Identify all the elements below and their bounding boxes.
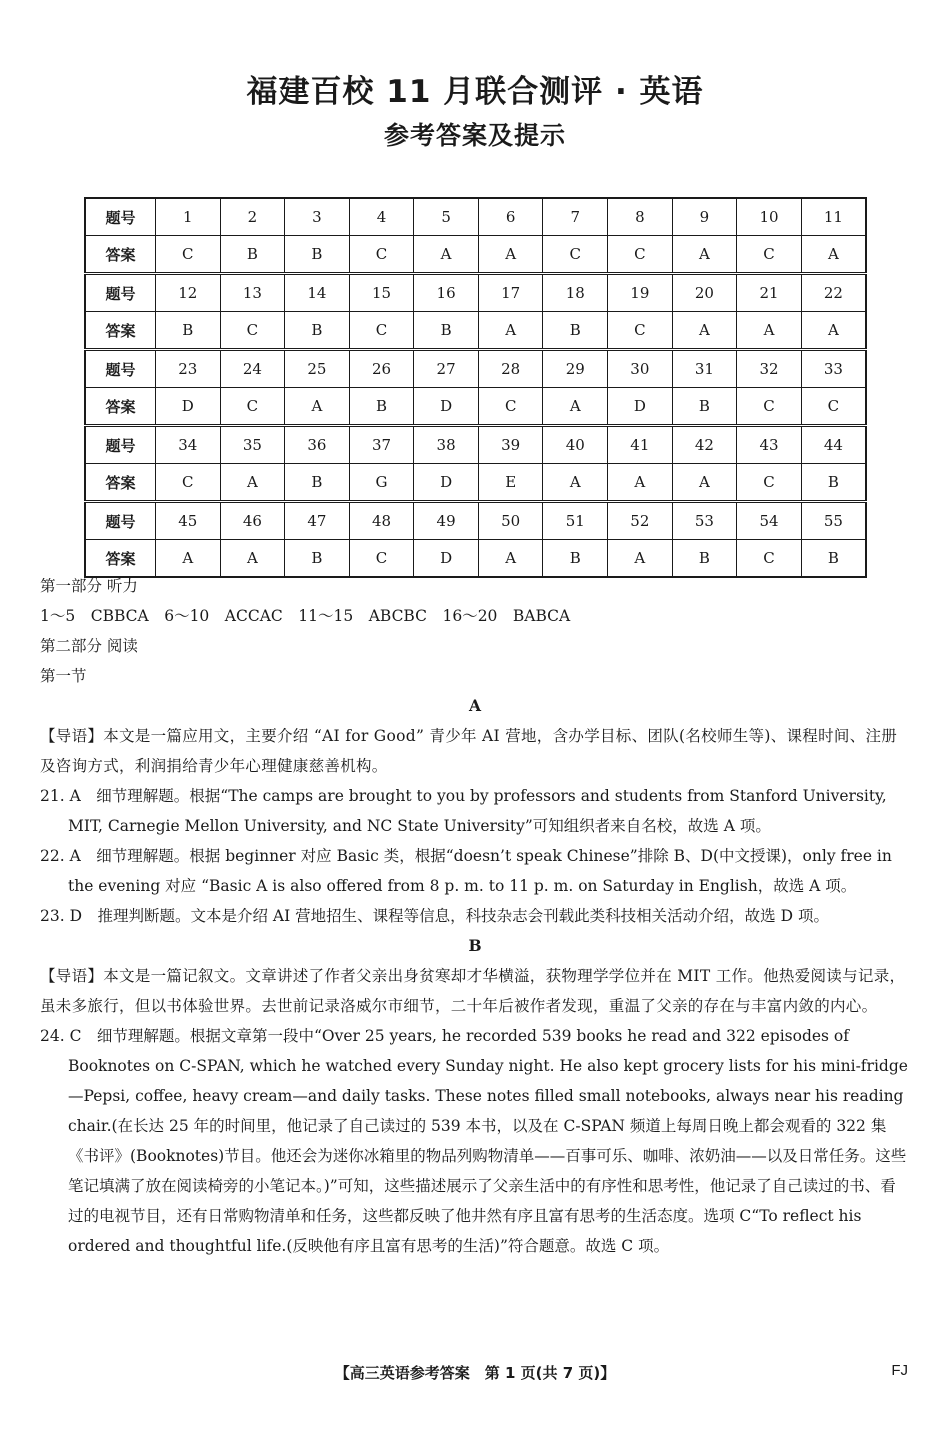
answer-explanations [40, 571, 910, 1261]
question-number-cell: 6 [478, 198, 543, 236]
answer-cell: C [478, 388, 543, 426]
answer-cell: C [220, 312, 285, 350]
answer-cell: A [543, 464, 608, 502]
question-number-cell: 51 [543, 502, 608, 540]
question-number-cell: 49 [414, 502, 479, 540]
question-number-cell: 45 [156, 502, 221, 540]
row-header: 答案 [85, 464, 156, 502]
number-row [85, 274, 866, 312]
question-number-cell: 35 [220, 426, 285, 464]
question-number-cell: 27 [414, 350, 479, 388]
page-title: 福建百校 11 月联合测评 · 英语 [246, 74, 704, 110]
answer-cell: E [478, 464, 543, 502]
question-number-cell: 53 [672, 502, 737, 540]
question-number-cell: 36 [285, 426, 350, 464]
question-number-cell: 24 [220, 350, 285, 388]
answer-cell: A [608, 540, 673, 578]
question-number-cell: 20 [672, 274, 737, 312]
answer-cell: A [156, 540, 221, 578]
question-number-cell: 1 [156, 198, 221, 236]
question-number-cell: 48 [349, 502, 414, 540]
question-number-cell: 43 [737, 426, 802, 464]
question-number-cell: 17 [478, 274, 543, 312]
answer-cell: A [414, 236, 479, 274]
question-number-cell: 5 [414, 198, 479, 236]
answer-cell: A [543, 388, 608, 426]
question-number-cell: 21 [737, 274, 802, 312]
question-22: 22. A 细节理解题。根据 beginner 对应 Basic 类，根据“doesn’t speak Chinese”排除 B、D(中文授课)，only free in the evening 对应 “Basic A is also offered from 8 p. m. to 11 p. m. on Saturday in English，故选 A 项。 [40, 847, 892, 895]
question-number-cell: 50 [478, 502, 543, 540]
answer-row [85, 464, 866, 502]
answer-cell: B [156, 312, 221, 350]
question-24: 24. C 细节理解题。根据文章第一段中“Over 25 years, he recorded 539 books he read and 322 episodes of Booknotes on C-SPAN, which he watched every Sunday night. He also kept grocery lists for his mini-fridge—Pepsi, coffee, heavy cream—and daily tasks. These notes filled small notebooks, always near his reading chair.(在长达 25 年的时间里，他记录了自己读过的 539 本书，以及在 C-SPAN 频道上每周日晚上都会观看的 322 集《书评》(Booknotes)节目。他还会为迷你冰箱里的物品列购物清单——百事可乐、咖啡、浓奶油——以及日常任务。这些笔记填满了放在阅读椅旁的小笔记本。)”可知，这些描述展示了父亲生活中的有序性和思考性，他记录了自己读过的书、看过的电视节目，还有日常购物清单和任务，这些都反映了他井然有序且富有思考的生活态度。选项 C“To reflect his ordered and thoughtful life.(反映他有序且富有思考的生活)”符合题意。故选 C 项。 [40, 1027, 908, 1255]
number-row [85, 350, 866, 388]
question-number-cell: 8 [608, 198, 673, 236]
answer-table [84, 197, 867, 578]
answer-cell: C [349, 236, 414, 274]
question-number-cell: 11 [801, 198, 866, 236]
answer-cell: A [478, 236, 543, 274]
page-subtitle: 参考答案及提示 [383, 121, 566, 150]
question-number-cell: 55 [801, 502, 866, 540]
answer-cell: B [672, 540, 737, 578]
question-number-cell: 37 [349, 426, 414, 464]
answer-cell: B [543, 312, 608, 350]
question-number-cell: 13 [220, 274, 285, 312]
row-header: 题号 [85, 350, 156, 388]
answer-cell: C [156, 236, 221, 274]
answer-cell: D [156, 388, 221, 426]
answer-cell: A [608, 464, 673, 502]
answer-cell: A [672, 236, 737, 274]
question-number-cell: 52 [608, 502, 673, 540]
answer-cell: B [672, 388, 737, 426]
answer-cell: B [220, 236, 285, 274]
question-number-cell: 54 [737, 502, 802, 540]
answer-cell: C [220, 388, 285, 426]
answer-cell: A [672, 464, 737, 502]
answer-cell: A [478, 540, 543, 578]
question-number-cell: 23 [156, 350, 221, 388]
number-row [85, 426, 866, 464]
part2-heading: 第二部分 阅读 [40, 637, 138, 655]
question-number-cell: 15 [349, 274, 414, 312]
footer-code: FJ [891, 1362, 908, 1379]
row-header: 答案 [85, 540, 156, 578]
question-number-cell: 12 [156, 274, 221, 312]
question-number-cell: 32 [737, 350, 802, 388]
answer-cell: C [543, 236, 608, 274]
question-number-cell: 16 [414, 274, 479, 312]
answer-cell: A [220, 464, 285, 502]
row-header: 题号 [85, 426, 156, 464]
row-header: 答案 [85, 388, 156, 426]
passage-a-intro: 【导语】本文是一篇应用文，主要介绍 “AI for Good” 青少年 AI 营地，含办学目标、团队(名校师生等)、课程时间、注册及咨询方式，利润捐给青少年心理健康慈善机构。 [40, 727, 898, 775]
answer-cell: A [737, 312, 802, 350]
answer-cell: D [414, 464, 479, 502]
part1-heading: 第一部分 听力 [40, 577, 138, 595]
answer-cell: B [285, 312, 350, 350]
question-number-cell: 3 [285, 198, 350, 236]
answer-row [85, 312, 866, 350]
answer-cell: C [608, 312, 673, 350]
answer-cell: B [801, 540, 866, 578]
answer-cell: B [285, 236, 350, 274]
question-number-cell: 44 [801, 426, 866, 464]
question-number-cell: 42 [672, 426, 737, 464]
question-number-cell: 2 [220, 198, 285, 236]
question-number-cell: 34 [156, 426, 221, 464]
question-number-cell: 40 [543, 426, 608, 464]
answer-cell: D [608, 388, 673, 426]
answer-cell: B [543, 540, 608, 578]
answer-row [85, 388, 866, 426]
row-header: 题号 [85, 198, 156, 236]
row-header: 答案 [85, 312, 156, 350]
question-number-cell: 26 [349, 350, 414, 388]
question-number-cell: 14 [285, 274, 350, 312]
answer-cell: B [285, 464, 350, 502]
row-header: 题号 [85, 502, 156, 540]
answer-cell: C [156, 464, 221, 502]
question-number-cell: 39 [478, 426, 543, 464]
question-number-cell: 19 [608, 274, 673, 312]
section1-heading: 第一节 [40, 667, 87, 685]
answer-cell: A [672, 312, 737, 350]
number-row [85, 198, 866, 236]
question-number-cell: 30 [608, 350, 673, 388]
question-number-cell: 46 [220, 502, 285, 540]
question-number-cell: 4 [349, 198, 414, 236]
answer-cell: C [801, 388, 866, 426]
answer-cell: B [285, 540, 350, 578]
row-header: 答案 [85, 236, 156, 274]
question-number-cell: 31 [672, 350, 737, 388]
question-23: 23. D 推理判断题。文本是介绍 AI 营地招生、课程等信息，科技杂志会刊载此类科技相关活动介绍，故选 D 项。 [40, 907, 829, 925]
passage-b-label: B [468, 936, 482, 955]
question-number-cell: 47 [285, 502, 350, 540]
passage-a-label: A [468, 696, 482, 715]
question-number-cell: 7 [543, 198, 608, 236]
answer-cell: B [801, 464, 866, 502]
answer-cell: A [478, 312, 543, 350]
passage-b-intro: 【导语】本文是一篇记叙文。文章讲述了作者父亲出身贫寒却才华横溢，获物理学学位并在 MIT 工作。他热爱阅读与记录，虽未多旅行，但以书体验世界。去世前记录洛威尔市细节，二十年后被作者发现，重温了父亲的存在与丰富内敛的内心。 [40, 967, 906, 1015]
row-header: 题号 [85, 274, 156, 312]
question-number-cell: 10 [737, 198, 802, 236]
question-21: 21. A 细节理解题。根据“The camps are brought to you by professors and students from Stanford University, MIT, Carnegie Mellon University, and NC State University”可知组织者来自名校，故选 A 项。 [40, 787, 887, 835]
answer-cell: A [220, 540, 285, 578]
answer-cell: A [801, 312, 866, 350]
footer-text: 【高三英语参考答案 第 1 页(共 7 页)】 [334, 1364, 616, 1382]
answer-cell: C [737, 464, 802, 502]
answer-cell: A [801, 236, 866, 274]
answer-cell: G [349, 464, 414, 502]
question-number-cell: 22 [801, 274, 866, 312]
answer-cell: A [285, 388, 350, 426]
answer-cell: C [737, 388, 802, 426]
part1-answers: 1～5 CBBCA 6～10 ACCAC 11～15 ABCBC 16～20 BABCA [40, 607, 571, 625]
question-number-cell: 38 [414, 426, 479, 464]
answer-cell: C [608, 236, 673, 274]
question-number-cell: 33 [801, 350, 866, 388]
question-number-cell: 25 [285, 350, 350, 388]
answer-cell: C [349, 540, 414, 578]
answer-row [85, 236, 866, 274]
answer-cell: C [737, 236, 802, 274]
question-number-cell: 29 [543, 350, 608, 388]
answer-cell: D [414, 540, 479, 578]
answer-cell: D [414, 388, 479, 426]
answer-cell: B [349, 388, 414, 426]
question-number-cell: 41 [608, 426, 673, 464]
answer-cell: C [737, 540, 802, 578]
question-number-cell: 9 [672, 198, 737, 236]
number-row [85, 502, 866, 540]
page-footer [0, 1362, 950, 1383]
answer-cell: B [414, 312, 479, 350]
answer-cell: C [349, 312, 414, 350]
question-number-cell: 28 [478, 350, 543, 388]
question-number-cell: 18 [543, 274, 608, 312]
